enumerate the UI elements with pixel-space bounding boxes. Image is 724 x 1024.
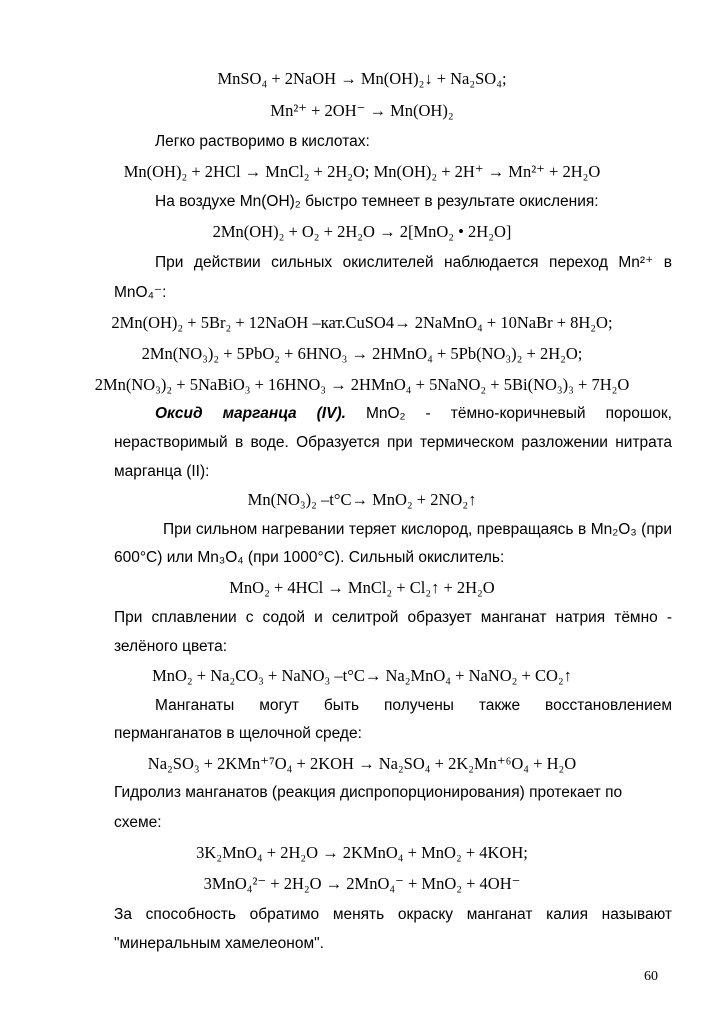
equation-1: MnSO₄ + 2NaOH → Mn(OH)₂↓ + Na₂SO₄; bbox=[217, 69, 507, 88]
section-heading-line bbox=[155, 404, 672, 424]
section-title-rest: MnO₂ - тёмно-коричневый порошок, bbox=[365, 405, 672, 422]
equation-8: Mn(NO₃)₂ –t°C→ MnO₂ + 2NO₂↑ bbox=[247, 490, 477, 509]
text-line: "минеральным хамелеоном". bbox=[114, 935, 324, 952]
section-title: Оксид марганца (IV). bbox=[155, 405, 346, 422]
text-line: 600°С) или Mn₃O₄ (при 1000°С). Сильный окислитель: bbox=[114, 549, 505, 566]
equation-10: MnO₂ + Na₂CO₃ + NaNO₃ –t°C→ Na₂MnO₄ + NaNO₂ + CO₂↑ bbox=[152, 666, 572, 685]
equation-5: 2Mn(OH)₂ + 5Br₂ + 12NaOH –кат.CuSO4→ 2NaMnO₄ + 10NaBr + 8H₂O; bbox=[111, 313, 613, 332]
text-line: При сплавлении с содой и селитрой образует манганат натрия тёмно - bbox=[114, 609, 672, 626]
text-line: зелёного цвета: bbox=[114, 638, 228, 655]
equation-6: 2Mn(NO₃)₂ + 5PbO₂ + 6HNO₃ → 2HMnO₄ + 5Pb(NO₃)₂ + 2H₂O; bbox=[141, 344, 583, 363]
text-line: При сильном нагревании теряет кислород, превращаясь в Mn₂O₃ (при bbox=[163, 521, 672, 538]
equation-7: 2Mn(NO₃)₂ + 5NaBiO₃ + 16HNO₃ → 2HMnO₄ + 5NaNO₂ + 5Bi(NO₃)₃ + 7H₂O bbox=[94, 375, 630, 394]
text-line: марганца (II): bbox=[114, 463, 210, 480]
page-number: 60 bbox=[644, 969, 658, 984]
text-line: За способность обратимо менять окраску манганат калия называют bbox=[114, 906, 672, 923]
text-line: нерастворимый в воде. Образуется при термическом разложении нитрата bbox=[114, 434, 672, 451]
equation-11: Na₂SO₃ + 2KMn⁺⁷O₄ + 2KOH → Na₂SO₄ + 2K₂Mn⁺⁶O₄ + H₂O bbox=[147, 754, 577, 773]
text-line: При действии сильных окислителей наблюдается переход Mn²⁺ в bbox=[155, 254, 672, 271]
equation-13: 3MnO₄²⁻ + 2H₂O → 2MnO₄⁻ + MnO₂ + 4OH⁻ bbox=[203, 874, 521, 893]
text-line: MnO₄⁻: bbox=[114, 284, 167, 301]
equation-9: MnO₂ + 4HCl → MnCl₂ + Cl₂↑ + 2H₂O bbox=[229, 578, 495, 597]
text-line: Легко растворимо в кислотах: bbox=[155, 133, 370, 150]
equation-12: 3K₂MnO₄ + 2H₂O → 2KMnO₄ + MnO₂ + 4KOH; bbox=[196, 843, 528, 862]
equation-4: 2Mn(OH)₂ + O₂ + 2H₂O → 2[MnO₂ • 2H₂O] bbox=[212, 222, 512, 241]
equation-2: Mn²⁺ + 2OH⁻ → Mn(OH)₂ bbox=[270, 101, 454, 120]
equation-3: Mn(OH)₂ + 2HCl → MnCl₂ + 2H₂O; Mn(OH)₂ + 2H⁺ → Mn²⁺ + 2H₂O bbox=[123, 162, 601, 181]
text-line: перманганатов в щелочной среде: bbox=[114, 725, 362, 742]
text-line: Манганаты могут быть получены также восстановлением bbox=[155, 697, 672, 714]
text-line: Гидролиз манганатов (реакция диспропорционирования) протекает по bbox=[114, 784, 623, 801]
text-line: На воздухе Mn(OH)₂ быстро темнеет в результате окисления: bbox=[155, 193, 599, 210]
text-line: схеме: bbox=[114, 814, 162, 831]
